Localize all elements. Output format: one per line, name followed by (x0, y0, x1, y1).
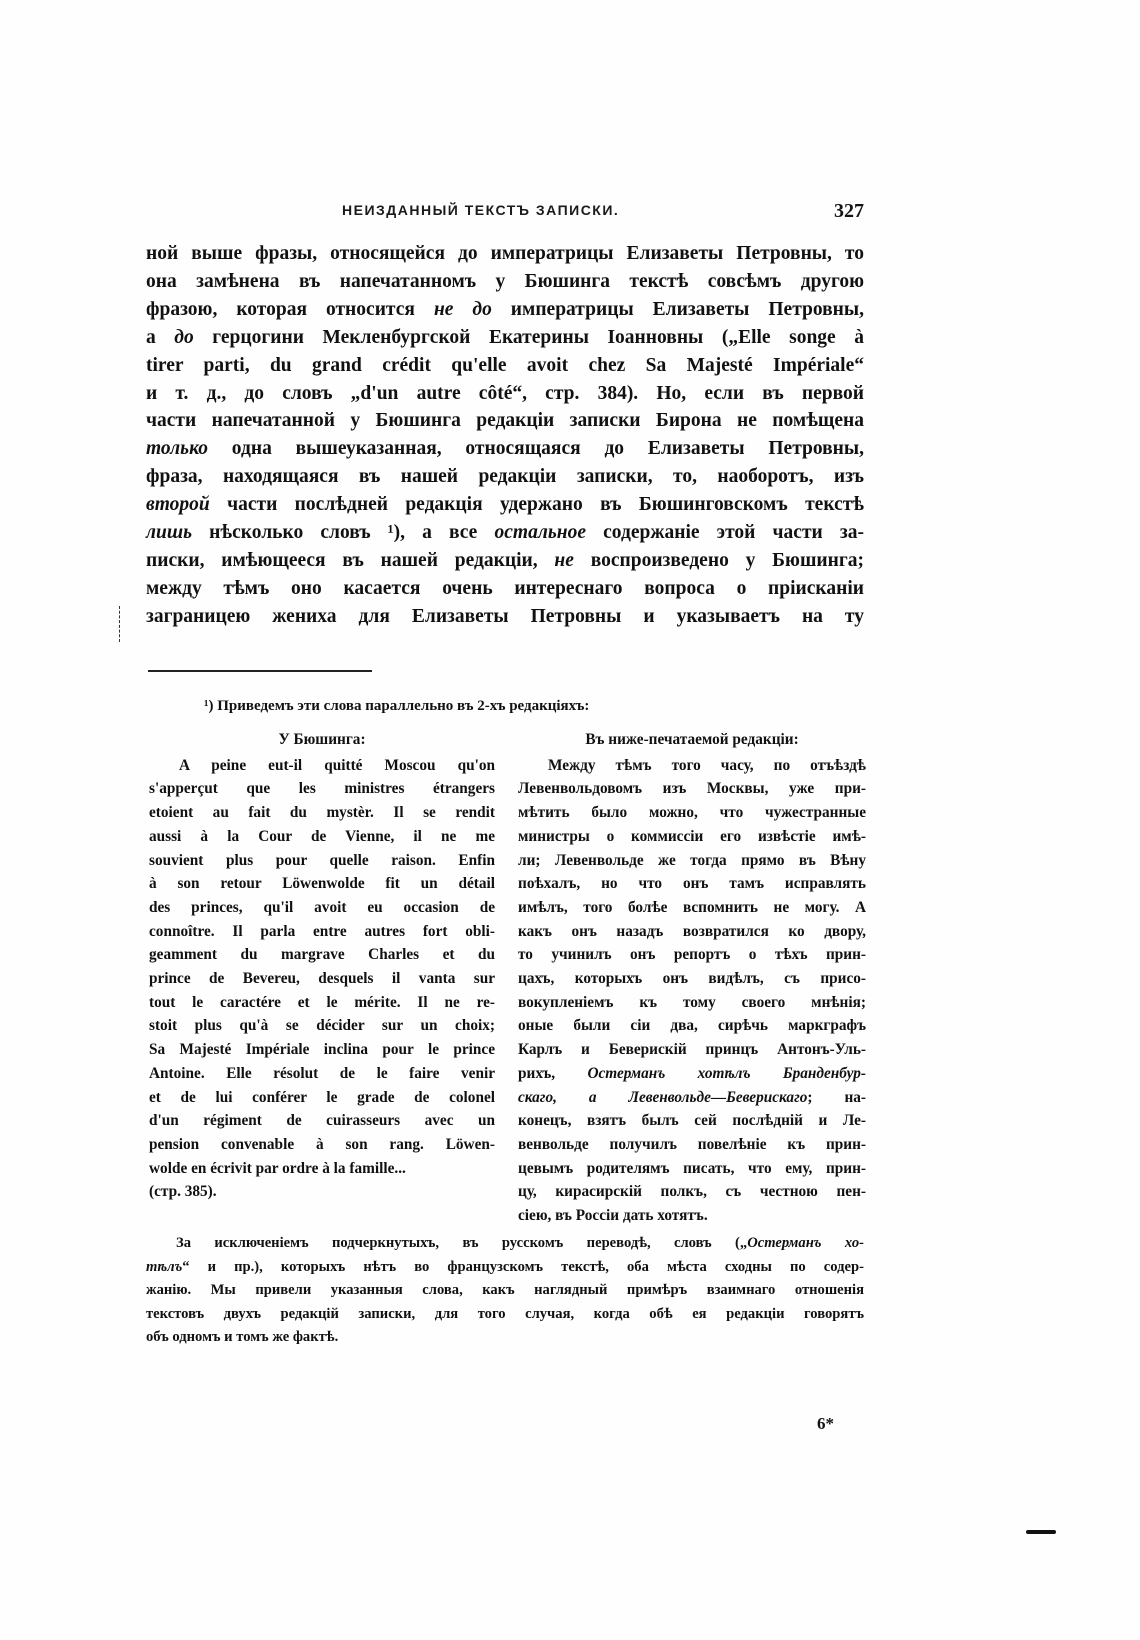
column-line: то учинилъ онъ репортъ о тѣхъ прин- (518, 946, 866, 964)
column-line: конецъ, взятъ былъ сей послѣдній и Ле- (518, 1112, 866, 1130)
column-line: wolde en écrivit par ordre à la famille... (149, 1159, 406, 1177)
column-line: d'un régiment de cuirasseurs avec un (149, 1112, 495, 1130)
column-line: pension convenable à son rang. Löwen- (149, 1135, 495, 1153)
column-line: Между тѣмъ того часу, по отъѣздѣ (548, 756, 866, 774)
text-line: tirer parti, du grand crédit qu'elle avoit chez Sa Majesté Impériale“ (146, 354, 864, 376)
emphasis: не до (433, 298, 492, 320)
text-line: заграницею жениха для Елизаветы Петровны и указываетъ на ту (146, 605, 864, 627)
scan-artifact-dash (1026, 1530, 1056, 1534)
text-line: фразою, которая относится не до императрицы Елизаветы Петровны, (146, 298, 864, 320)
footnote-divider (148, 670, 372, 672)
column-line: s'apperçut que les ministres étrangers (149, 780, 495, 798)
emphasis: Остерманъ хо- (747, 1235, 864, 1251)
column-line: сіею, въ Россіи дать хотятъ. (518, 1207, 708, 1225)
emphasis: скаго, а Левенвольде—Беверискаго (518, 1088, 808, 1106)
running-head (146, 200, 864, 224)
emphasis: остальное (494, 522, 586, 544)
column-line: connoître. Il parla entre autres fort obli- (149, 922, 495, 940)
footnote-column-present-edition (518, 728, 866, 1228)
text-line: а до герцогини Мекленбургской Екатерины Іоанновны („Elle songe à (146, 326, 864, 348)
column-line: цу, кирасирскій полкъ, съ честною пен- (518, 1183, 866, 1201)
column-line: Левенвольдовомъ изъ Москвы, уже при- (518, 780, 866, 798)
emphasis: Остерманъ хотѣлъ Бранденбур- (587, 1064, 866, 1082)
column-line: цевымъ родителямъ писать, что ему, прин- (518, 1159, 866, 1177)
column-line: des princes, qu'il avoit eu occasion de (149, 898, 495, 916)
text-line: фраза, находящаяся въ нашей редакціи записки, то, наоборотъ, изъ (146, 466, 864, 488)
emphasis: не (554, 549, 574, 571)
column-line: souvient plus pour quelle raison. Enfin (149, 851, 495, 869)
text-line: второй части послѣдней редакція удержано въ Бюшинговскомъ текстѣ (146, 494, 864, 516)
running-title: НЕИЗДАННЫЙ ТЕКСТЪ ЗАПИСКИ. (342, 202, 620, 218)
column-line: (стр. 385). (149, 1183, 217, 1201)
summary-line: За исключеніемъ подчеркнутыхъ, въ русскомъ переводѣ, словъ („Остерманъ хо- (176, 1235, 864, 1251)
column-heading: У Бюшинга: (278, 731, 366, 748)
column-line: какъ онъ назадъ возвратился ко двору, (518, 922, 866, 940)
column-line: скаго, а Левенвольде—Беверискаго; на- (518, 1088, 867, 1106)
margin-mark (119, 606, 122, 642)
footnote-summary (146, 1232, 864, 1350)
footnote-intro (204, 698, 589, 715)
summary-line: объ одномъ и томъ же фактѣ. (146, 1329, 339, 1345)
main-text (146, 240, 864, 631)
column-line: tout le caractére et le mérite. Il ne re- (149, 993, 495, 1011)
column-line: A peine eut-il quitté Moscou qu'on (179, 756, 495, 774)
column-line: вокупленіемъ къ тому своего мнѣнія; (518, 993, 866, 1011)
column-line: рихъ, Остерманъ хотѣлъ Бранденбур- (518, 1064, 866, 1082)
summary-line: тѣлъ“ и пр.), которыхъ нѣтъ во французскомъ текстѣ, оба мѣста сходны по содер- (146, 1258, 864, 1275)
footnote-column-busching (149, 728, 495, 1204)
text-line: только одна вышеуказанная, относящаяся до Елизаветы Петровны, (146, 438, 864, 460)
emphasis: тѣлъ (146, 1258, 183, 1275)
summary-line: текстовъ двухъ редакцій записки, для того случая, когда обѣ ея редакціи говорятъ (146, 1305, 864, 1322)
text-line: лишь нѣсколько словъ ¹), а все остальное содержаніе этой части за- (146, 522, 865, 544)
column-line: имѣлъ, того болѣе вспомнить не могу. А (518, 898, 866, 916)
text-line: она замѣнена въ напечатанномъ у Бюшинга текстѣ совсѣмъ другою (146, 270, 864, 292)
column-line: Antoine. Elle résolut de le faire venir (149, 1064, 495, 1082)
column-line: цахъ, которыхъ онъ видѣлъ, съ присо- (518, 970, 866, 988)
page-number: 327 (834, 200, 864, 222)
column-line: ли; Левенвольде же тогда прямо въ Вѣну (518, 851, 866, 869)
column-line: Карлъ и Беверискій принцъ Антонъ-Уль- (518, 1041, 866, 1059)
column-line: etoient au fait du mystèr. Il se rendit (149, 804, 495, 822)
column-line: stoit plus qu'à se décider sur un choix; (149, 1017, 495, 1035)
emphasis: лишь (146, 522, 193, 544)
text-line: части напечатанной у Бюшинга редакціи записки Бирона не помѣщена (146, 410, 864, 432)
column-line: geamment du margrave Charles et du (149, 946, 495, 964)
text-line: и т. д., до словъ „d'un autre côté“, стр. 384). Но, если въ первой (146, 382, 864, 404)
signature-mark: 6* (817, 1414, 834, 1433)
column-line: Sa Majesté Impériale inclina pour le prince (149, 1041, 495, 1059)
text-line: писки, имѣющееся въ нашей редакціи, не воспроизведено у Бюшинга; (146, 549, 864, 571)
column-line: поѣхалъ, но что онъ тамъ исправлять (518, 875, 866, 893)
text-line: между тѣмъ оно касается очень интереснаго вопроса о пріисканіи (146, 577, 864, 599)
column-line: министры о коммиссіи его извѣстіе имѣ- (518, 827, 866, 845)
emphasis: до (174, 326, 194, 348)
column-line: aussi à la Cour de Vienne, il ne me (149, 827, 495, 845)
summary-line: жанію. Мы привели указанныя слова, какъ наглядный примѣръ взаимнаго отношенія (146, 1282, 864, 1298)
column-line: венвольде получилъ повелѣніе къ прин- (518, 1135, 866, 1153)
text-line: ной выше фразы, относящейся до императрицы Елизаветы Петровны, то (146, 243, 864, 264)
column-heading: Въ ниже-печатаемой редакціи: (585, 731, 799, 748)
column-line: à son retour Löwenwolde fit un détail (149, 875, 495, 893)
footnote-marker: ¹) (204, 698, 214, 714)
emphasis: второй (146, 494, 210, 516)
column-line: prince de Bevereu, desquels il vanta sur (149, 970, 495, 988)
column-line: мѣтить было можно, что чужестранные (518, 804, 866, 822)
column-line: оные были сіи два, сирѣчь маркграфъ (518, 1017, 866, 1035)
column-line: et de lui conférer le grade de colonel (149, 1088, 495, 1106)
footnote-intro-text: Приведемъ эти слова параллельно въ 2-хъ редакціяхъ: (217, 698, 590, 714)
emphasis: только (146, 438, 208, 460)
